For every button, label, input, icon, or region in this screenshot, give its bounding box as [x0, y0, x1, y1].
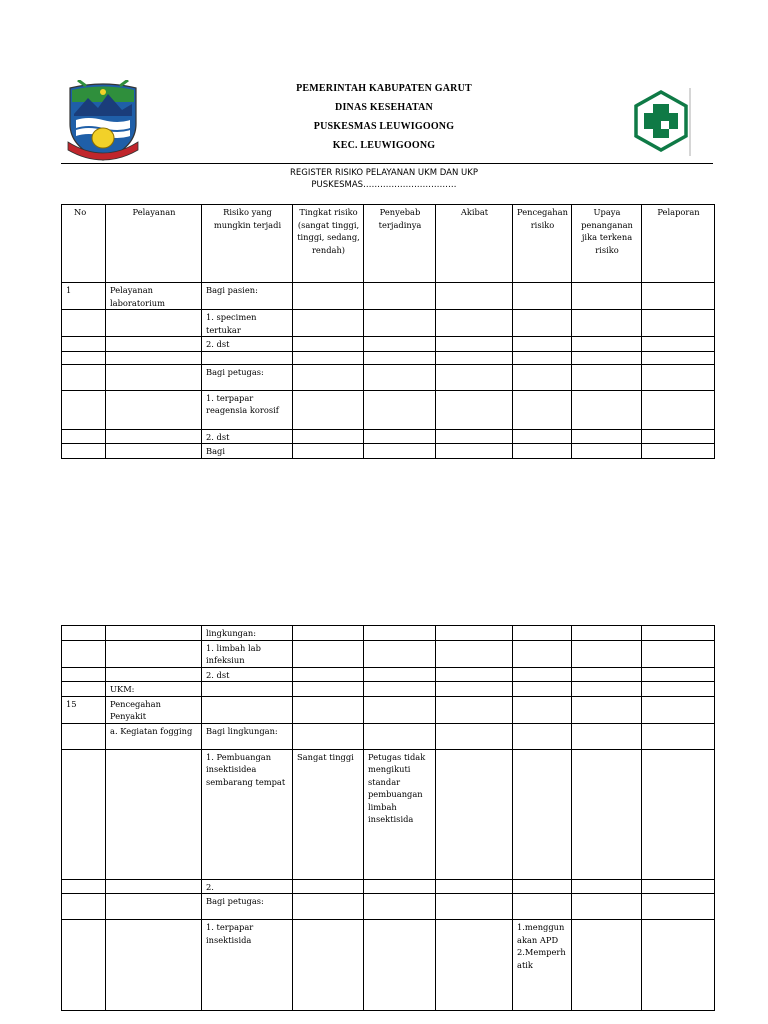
table-cell — [106, 337, 202, 352]
table-cell — [293, 351, 364, 364]
table-header-row — [62, 205, 715, 283]
table-cell — [513, 390, 572, 429]
table-cell — [62, 429, 106, 444]
table-cell — [513, 626, 572, 641]
table-cell — [293, 879, 364, 894]
table-row — [62, 390, 715, 429]
table-cell: Bagi petugas: — [202, 364, 293, 390]
table-cell — [364, 390, 436, 429]
table-cell — [364, 351, 436, 364]
table-cell — [642, 283, 715, 310]
table-cell — [642, 682, 715, 697]
table-cell — [642, 640, 715, 667]
table-cell — [572, 894, 642, 920]
table-cell — [202, 351, 293, 364]
table-cell: 1. terpapar reagensia korosif — [202, 390, 293, 429]
table-cell — [106, 640, 202, 667]
table-cell — [642, 626, 715, 641]
table-cell — [642, 444, 715, 459]
table-cell — [642, 920, 715, 1011]
table-row — [62, 640, 715, 667]
table-cell — [513, 364, 572, 390]
table-row — [62, 894, 715, 920]
table-cell — [106, 364, 202, 390]
table-cell: Petugas tidak mengikuti standar pembuangan limbah insektisida — [364, 749, 436, 879]
table-cell — [513, 351, 572, 364]
table-cell — [572, 283, 642, 310]
table-row — [62, 337, 715, 352]
table-cell — [293, 429, 364, 444]
table-row — [62, 351, 715, 364]
table-cell — [436, 696, 513, 723]
table-cell — [293, 696, 364, 723]
table-cell — [572, 879, 642, 894]
table-cell — [513, 696, 572, 723]
table-cell: Pelayanan laboratorium — [106, 283, 202, 310]
col-header-tingkat: Tingkat risiko (sangat tinggi, tinggi, sedang, rendah) — [293, 205, 364, 283]
table-cell — [642, 749, 715, 879]
table-cell — [513, 310, 572, 337]
table-cell — [364, 337, 436, 352]
table-cell — [513, 749, 572, 879]
table-row — [62, 696, 715, 723]
table-cell — [642, 667, 715, 682]
table-cell — [572, 696, 642, 723]
table-cell — [436, 283, 513, 310]
table-row — [62, 682, 715, 697]
table-cell — [364, 364, 436, 390]
table-cell — [106, 894, 202, 920]
table-cell — [364, 310, 436, 337]
table-cell: a. Kegiatan fogging — [106, 723, 202, 749]
table-row — [62, 879, 715, 894]
table-cell — [572, 310, 642, 337]
table-cell — [106, 429, 202, 444]
table-cell: Pencegahan Penyakit — [106, 696, 202, 723]
table-cell: Bagi pasien: — [202, 283, 293, 310]
table-cell: 2. dst — [202, 667, 293, 682]
table-cell — [293, 337, 364, 352]
col-header-penyebab: Penyebab terjadinya — [364, 205, 436, 283]
table-cell — [62, 879, 106, 894]
table-cell — [62, 364, 106, 390]
table-cell: 1. terpapar insektisida — [202, 920, 293, 1011]
table-cell: 2. dst — [202, 429, 293, 444]
head-line-government: PEMERINTAH KABUPATEN GARUT — [296, 83, 472, 94]
table-cell — [436, 429, 513, 444]
table-cell: Sangat tinggi — [293, 749, 364, 879]
col-header-pelayanan: Pelayanan — [106, 205, 202, 283]
table-cell: 15 — [62, 696, 106, 723]
table-cell: lingkungan: — [202, 626, 293, 641]
table-cell — [62, 894, 106, 920]
table-cell — [436, 444, 513, 459]
table-cell — [293, 626, 364, 641]
table-cell — [364, 894, 436, 920]
table-row — [62, 283, 715, 310]
table-cell — [293, 310, 364, 337]
col-header-upaya: Upaya penanganan jika terkena risiko — [572, 205, 642, 283]
table-row — [62, 429, 715, 444]
table-cell — [436, 682, 513, 697]
table-cell — [62, 749, 106, 879]
risk-register-table-2 — [61, 625, 715, 1011]
header-rule — [61, 163, 713, 164]
register-title: REGISTER RISIKO PELAYANAN UKM DAN UKP — [290, 168, 478, 178]
table-cell — [202, 682, 293, 697]
table-cell — [572, 749, 642, 879]
table-cell — [572, 337, 642, 352]
table-cell — [642, 723, 715, 749]
table-cell — [293, 640, 364, 667]
table-cell — [364, 429, 436, 444]
table-row — [62, 444, 715, 459]
table-cell — [513, 667, 572, 682]
table-cell — [642, 879, 715, 894]
table-cell — [572, 920, 642, 1011]
table-cell — [572, 429, 642, 444]
table-cell — [513, 640, 572, 667]
col-header-risiko: Risiko yang mungkin terjadi — [202, 205, 293, 283]
table-cell — [513, 429, 572, 444]
head-line-department: DINAS KESEHATAN — [335, 102, 433, 113]
table-cell — [62, 682, 106, 697]
col-header-pencegahan: Pencegahan risiko — [513, 205, 572, 283]
table-cell — [513, 444, 572, 459]
col-header-pelaporan: Pelaporan — [642, 205, 715, 283]
table-row — [62, 310, 715, 337]
table-cell — [513, 894, 572, 920]
table-cell — [106, 390, 202, 429]
table-cell: Bagi lingkungan: — [202, 723, 293, 749]
table-cell — [572, 390, 642, 429]
table-cell — [293, 667, 364, 682]
table-cell — [106, 310, 202, 337]
table-cell — [436, 310, 513, 337]
table-cell — [364, 444, 436, 459]
table-cell — [62, 310, 106, 337]
table-cell: 1.menggunakan APD 2.Memperhatik — [513, 920, 572, 1011]
table-cell — [513, 283, 572, 310]
table-cell — [436, 894, 513, 920]
table-cell — [436, 879, 513, 894]
table-cell — [106, 749, 202, 879]
table-row — [62, 626, 715, 641]
head-line-district: KEC. LEUWIGOONG — [332, 140, 436, 151]
table-1-body — [62, 283, 715, 459]
table-cell — [106, 920, 202, 1011]
table-cell — [364, 920, 436, 1011]
table-cell — [106, 444, 202, 459]
table-cell — [364, 879, 436, 894]
table-cell — [642, 390, 715, 429]
table-cell — [364, 640, 436, 667]
table-cell — [436, 640, 513, 667]
table-cell — [436, 723, 513, 749]
table-cell — [62, 640, 106, 667]
table-cell — [572, 444, 642, 459]
table-cell: 1. limbah lab infeksiun — [202, 640, 293, 667]
table-cell — [106, 626, 202, 641]
table-cell: Bagi petugas: — [202, 894, 293, 920]
table-cell — [364, 723, 436, 749]
table-2-body — [62, 626, 715, 1011]
table-cell — [62, 920, 106, 1011]
table-cell — [62, 723, 106, 749]
table-cell — [293, 894, 364, 920]
table-cell — [293, 444, 364, 459]
table-cell — [513, 337, 572, 352]
table-row — [62, 749, 715, 879]
table-cell — [642, 364, 715, 390]
table-cell — [293, 682, 364, 697]
table-cell — [436, 749, 513, 879]
col-header-akibat: Akibat — [436, 205, 513, 283]
table-cell — [642, 429, 715, 444]
table-row — [62, 667, 715, 682]
col-header-no: No — [62, 205, 106, 283]
table-cell — [642, 310, 715, 337]
register-subtitle: PUSKESMAS…………………………… — [311, 180, 457, 190]
table-cell — [62, 626, 106, 641]
table-cell — [436, 390, 513, 429]
table-row — [62, 364, 715, 390]
puskesmas-logo — [630, 88, 692, 156]
table-cell — [364, 696, 436, 723]
table-cell — [436, 626, 513, 641]
table-cell: 2. dst — [202, 337, 293, 352]
table-cell — [436, 920, 513, 1011]
table-cell — [62, 444, 106, 459]
table-cell — [436, 364, 513, 390]
table-cell: 2. — [202, 879, 293, 894]
table-cell — [436, 667, 513, 682]
table-cell — [364, 626, 436, 641]
table-cell — [62, 667, 106, 682]
risk-register-table-1 — [61, 204, 715, 459]
table-cell — [642, 894, 715, 920]
table-cell — [642, 351, 715, 364]
table-cell — [106, 351, 202, 364]
table-row — [62, 723, 715, 749]
table-row — [62, 920, 715, 1011]
table-cell — [572, 351, 642, 364]
table-cell — [572, 626, 642, 641]
table-cell — [62, 390, 106, 429]
table-cell — [513, 723, 572, 749]
table-cell: UKM: — [106, 682, 202, 697]
table-cell — [572, 682, 642, 697]
table-cell: 1. specimen tertukar — [202, 310, 293, 337]
table-cell — [202, 696, 293, 723]
table-cell — [436, 351, 513, 364]
table-cell — [513, 879, 572, 894]
table-cell — [364, 283, 436, 310]
table-cell — [513, 682, 572, 697]
table-cell — [293, 390, 364, 429]
table-cell: 1 — [62, 283, 106, 310]
table-cell: 1. Pembuangan insektisidea sembarang tempat — [202, 749, 293, 879]
table-cell — [364, 667, 436, 682]
table-cell — [642, 696, 715, 723]
table-cell — [106, 667, 202, 682]
table-cell — [572, 364, 642, 390]
table-cell — [293, 920, 364, 1011]
head-line-puskesmas: PUSKESMAS LEUWIGOONG — [313, 121, 455, 132]
table-cell — [293, 723, 364, 749]
table-cell — [106, 879, 202, 894]
table-cell — [642, 337, 715, 352]
table-cell — [293, 283, 364, 310]
table-cell — [293, 364, 364, 390]
table-cell — [572, 723, 642, 749]
table-cell — [436, 337, 513, 352]
table-cell — [62, 337, 106, 352]
table-cell — [572, 667, 642, 682]
table-cell — [364, 682, 436, 697]
table-cell: Bagi — [202, 444, 293, 459]
table-cell — [572, 640, 642, 667]
table-cell — [62, 351, 106, 364]
